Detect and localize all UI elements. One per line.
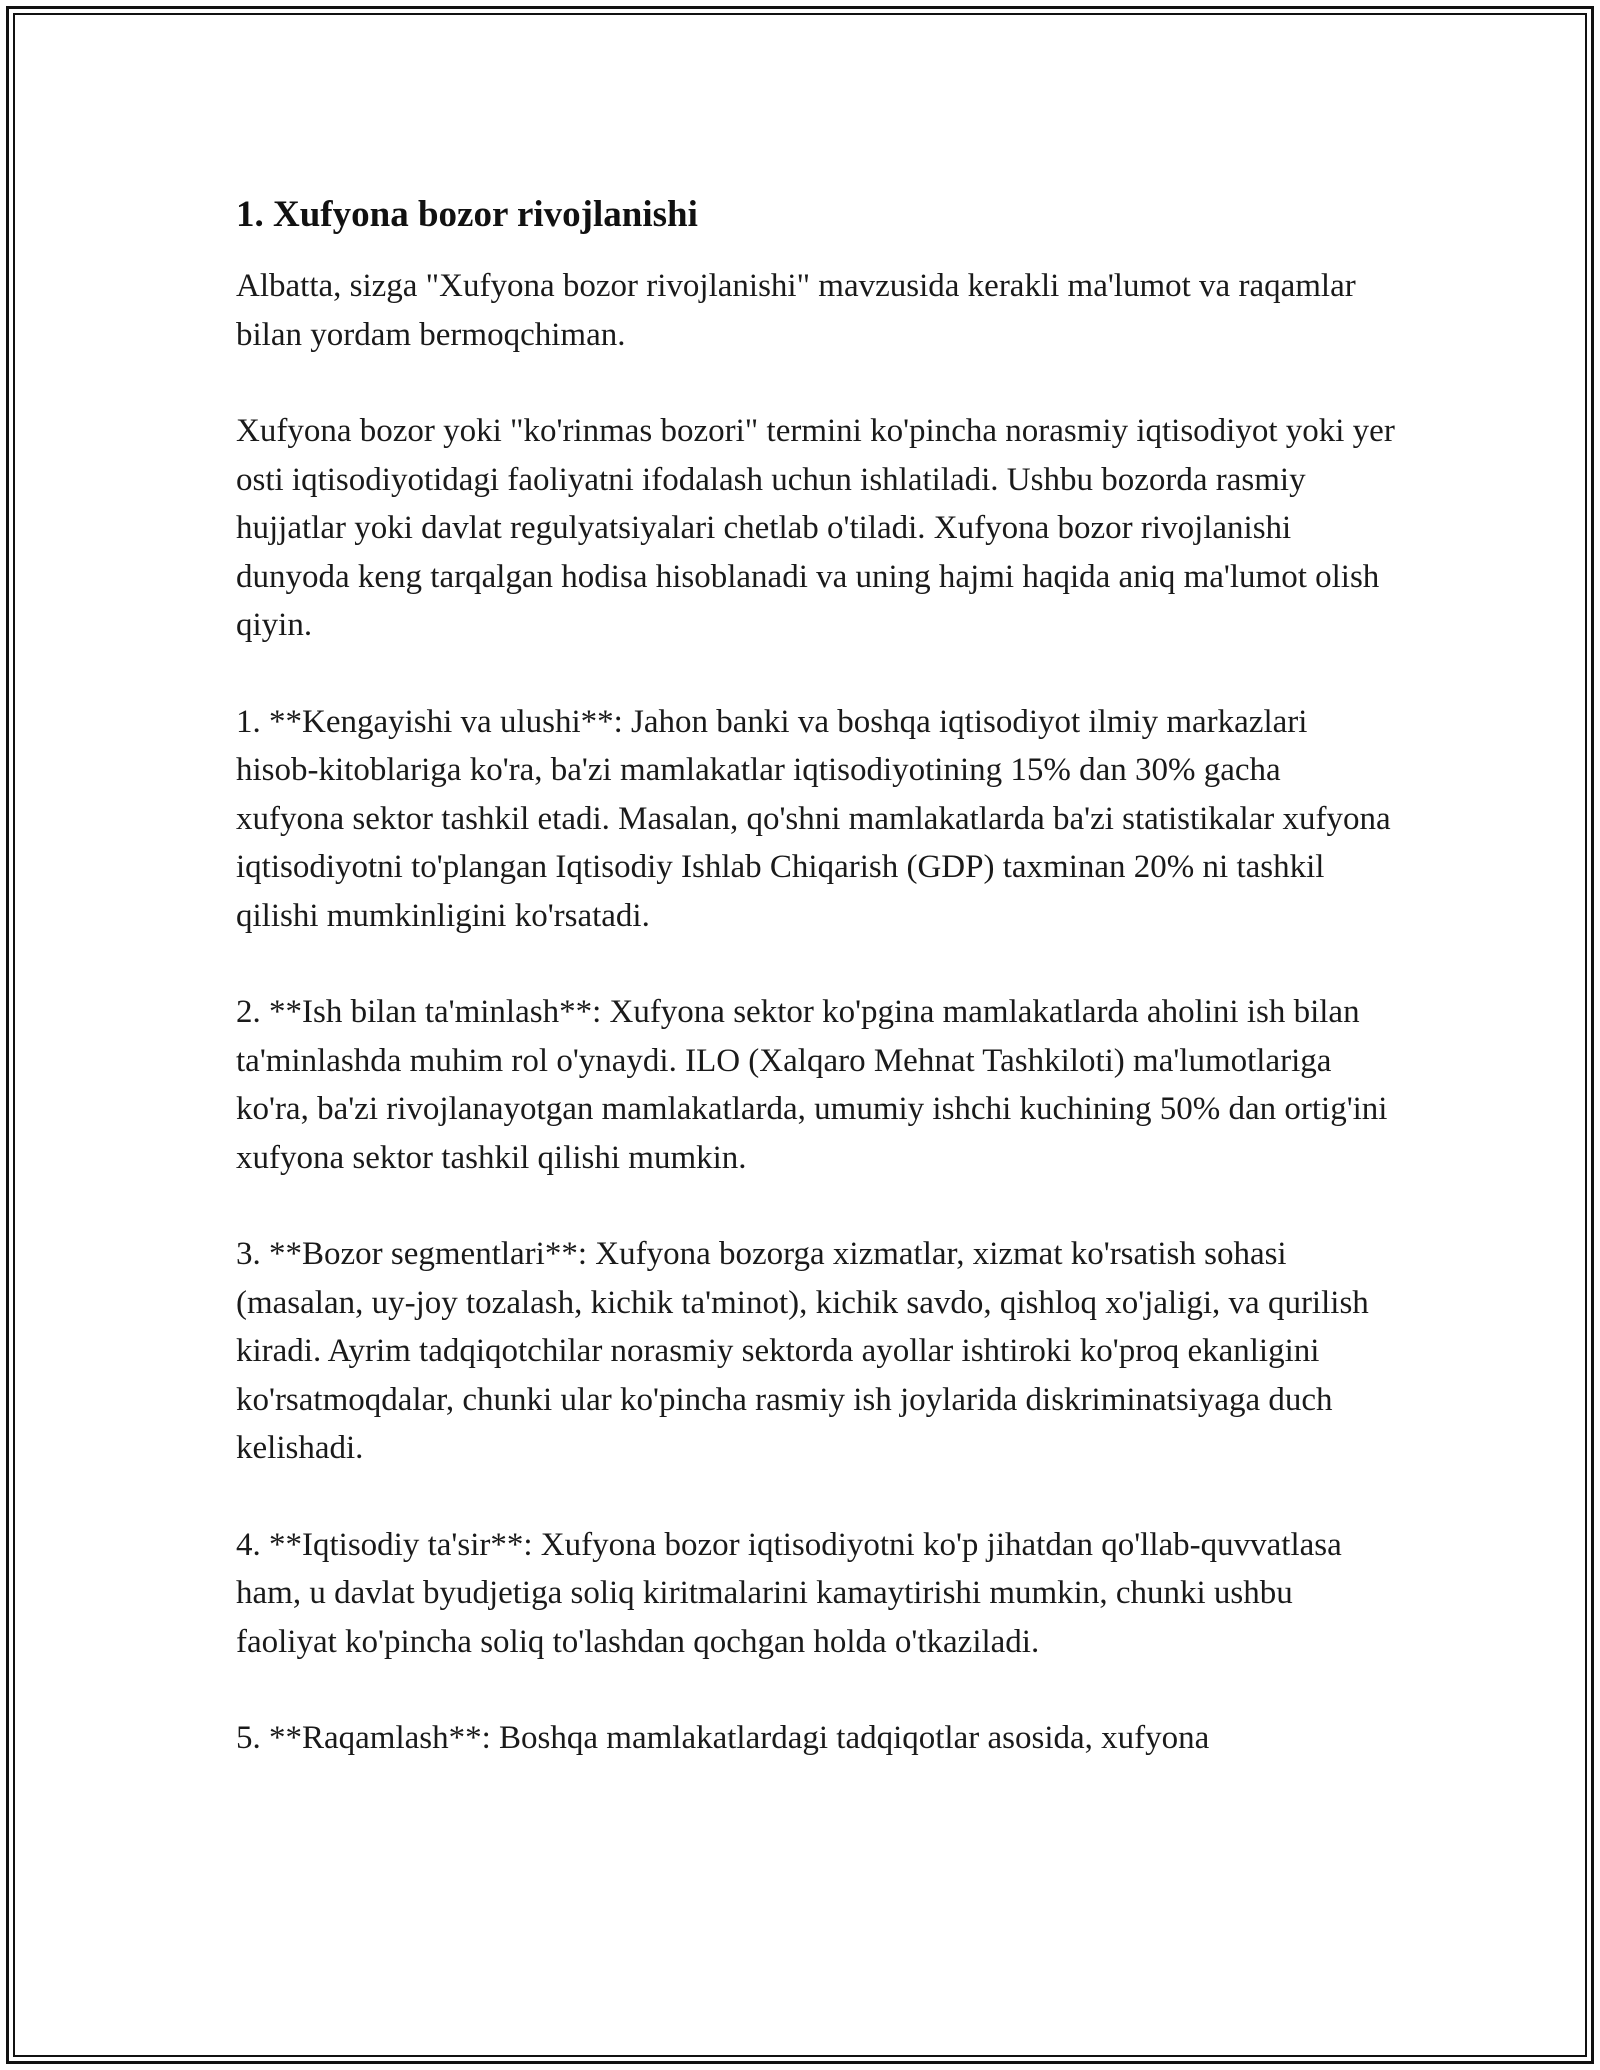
point-3-paragraph: 3. **Bozor segmentlari**: Xufyona bozorga xizmatlar, xizmat ko'rsatish sohasi (masalan, uy-joy tozalash, kichik ta'minot), kichik savdo, qishloq xo'jaligi, va qurilish kiradi. Ayrim tadqiqotchilar norasmiy sektorda ayollar ishtiroki ko'proq ekanligini ko'rsatmoqdalar, chunki ular ko'pincha rasmiy ish joylarida diskriminatsiyaga duch kelishadi. [236,1236,1369,1466]
section-heading: 1. Xufyona bozor rivojlanishi [236,194,698,235]
document-body [236,186,1396,1811]
point-2-paragraph: 2. **Ish bilan ta'minlash**: Xufyona sektor ko'pgina mamlakatlarda aholini ish bilan ta'minlashda muhim rol o'ynaydi. ILO (Xalqaro Mehnat Tashkiloti) ma'lumotlariga ko'ra, ba'zi rivojlanayotgan mamlakatlarda, umumiy ishchi kuchining 50% dan ortig'ini xufyona sektor tashkil qilishi mumkin. [236,994,1388,1176]
point-4-paragraph: 4. **Iqtisodiy ta'sir**: Xufyona bozor iqtisodiyotni ko'p jihatdan qo'llab-quvvatlasa ham, u davlat byudjetiga soliq kiritmalarini kamaytirishi mumkin, chunki ushbu faoliyat ko'pincha soliq to'lashdan qochgan holda o'tkaziladi. [236,1526,1342,1660]
point-5-paragraph: 5. **Raqamlash**: Boshqa mamlakatlardagi tadqiqotlar asosida, xufyona [236,1720,1210,1756]
intro-paragraph: Albatta, sizga "Xufyona bozor rivojlanishi" mavzusida kerakli ma'lumot va raqamlar bilan yordam bermoqchiman. [236,268,1356,353]
definition-paragraph: Xufyona bozor yoki "ko'rinmas bozori" termini ko'pincha norasmiy iqtisodiyot yoki yer osti iqtisodiyotidagi faoliyatni ifodalash uchun ishlatiladi. Ushbu bozorda rasmiy hujjatlar yoki davlat regulyatsiyalari chetlab o'tiladi. Xufyona bozor rivojlanishi dunyoda keng tarqalgan hodisa hisoblanadi va uning hajmi haqida aniq ma'lumot olish qiyin. [236,413,1395,643]
point-1-paragraph: 1. **Kengayishi va ulushi**: Jahon banki va boshqa iqtisodiyot ilmiy markazlari hisob-kitoblariga ko'ra, ba'zi mamlakatlar iqtisodiyotining 15% dan 30% gacha xufyona sektor tashkil etadi. Masalan, qo'shni mamlakatlarda ba'zi statistikalar xufyona iqtisodiyotni to'plangan Iqtisodiy Ishlab Chiqarish (GDP) taxminan 20% ni tashkil qilishi mumkinligini ko'rsatadi. [236,703,1391,934]
